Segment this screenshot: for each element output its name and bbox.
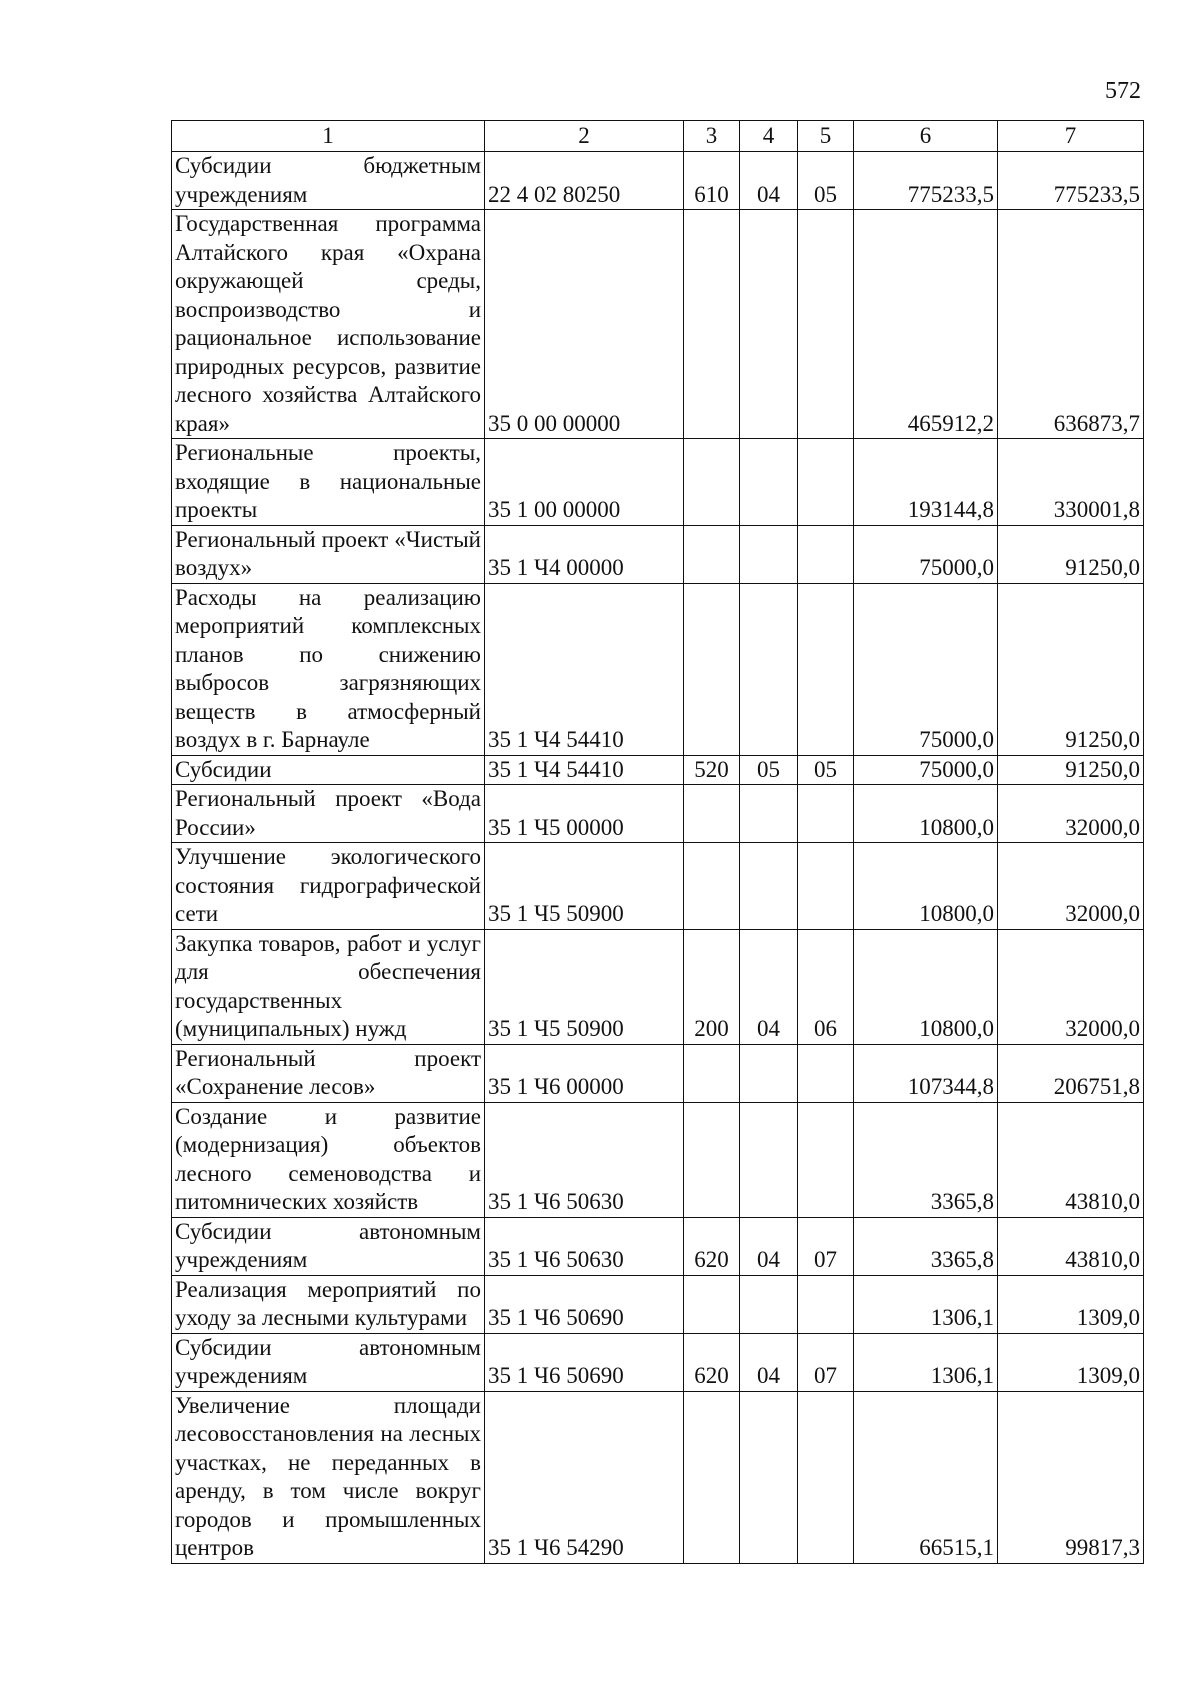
row-col4: 04 <box>740 1333 798 1391</box>
column-header-7: 7 <box>998 121 1144 152</box>
row-col3 <box>684 1391 740 1563</box>
table-row <box>172 843 1144 930</box>
column-header-4: 4 <box>740 121 798 152</box>
row-value-7: 32000,0 <box>998 785 1144 843</box>
row-value-6: 3365,8 <box>854 1102 998 1217</box>
row-col4: 04 <box>740 1217 798 1275</box>
row-code: 35 1 Ч5 50900 <box>485 843 684 930</box>
table-row <box>172 1102 1144 1217</box>
row-value-7: 1309,0 <box>998 1275 1144 1333</box>
table-row <box>172 1044 1144 1102</box>
row-code: 35 1 Ч6 50690 <box>485 1275 684 1333</box>
row-code: 35 0 00 00000 <box>485 210 684 439</box>
table-row <box>172 755 1144 785</box>
row-value-6: 75000,0 <box>854 525 998 583</box>
row-name: Региональный проект «Вода России» <box>172 785 485 843</box>
column-header-2: 2 <box>485 121 684 152</box>
row-value-6: 66515,1 <box>854 1391 998 1563</box>
row-col4 <box>740 1102 798 1217</box>
row-name: Государственная программа Алтайского края «Охрана окружающей среды, воспроизводство и рациональное использование природных ресурсов, развитие лесного хозяйства Алтайского края» <box>172 210 485 439</box>
row-col3 <box>684 525 740 583</box>
row-code: 35 1 Ч6 50690 <box>485 1333 684 1391</box>
row-code: 35 1 Ч6 50630 <box>485 1102 684 1217</box>
row-name: Субсидии автономным учреждениям <box>172 1333 485 1391</box>
row-value-6: 465912,2 <box>854 210 998 439</box>
row-col3 <box>684 210 740 439</box>
row-code: 35 1 Ч6 54290 <box>485 1391 684 1563</box>
row-value-7: 330001,8 <box>998 439 1144 526</box>
row-col3 <box>684 1044 740 1102</box>
row-col3: 610 <box>684 152 740 210</box>
table-row <box>172 525 1144 583</box>
row-code: 22 4 02 80250 <box>485 152 684 210</box>
row-value-6: 1306,1 <box>854 1275 998 1333</box>
column-header-6: 6 <box>854 121 998 152</box>
column-header-3: 3 <box>684 121 740 152</box>
row-name: Региональный проект «Сохранение лесов» <box>172 1044 485 1102</box>
row-value-6: 10800,0 <box>854 785 998 843</box>
row-col4 <box>740 1044 798 1102</box>
row-col5: 05 <box>798 152 854 210</box>
row-name: Закупка товаров, работ и услуг для обеспечения государственных (муниципальных) нужд <box>172 929 485 1044</box>
table-row <box>172 1217 1144 1275</box>
table-row <box>172 929 1144 1044</box>
row-col3: 200 <box>684 929 740 1044</box>
row-col3: 620 <box>684 1217 740 1275</box>
row-col3: 520 <box>684 755 740 785</box>
row-value-6: 10800,0 <box>854 929 998 1044</box>
row-name: Субсидии автономным учреждениям <box>172 1217 485 1275</box>
row-value-6: 75000,0 <box>854 755 998 785</box>
row-col5: 07 <box>798 1333 854 1391</box>
row-col4 <box>740 525 798 583</box>
column-header-5: 5 <box>798 121 854 152</box>
row-col5 <box>798 785 854 843</box>
row-col3 <box>684 843 740 930</box>
row-col4 <box>740 1391 798 1563</box>
row-value-7: 99817,3 <box>998 1391 1144 1563</box>
row-col3 <box>684 1275 740 1333</box>
row-name: Увеличение площади лесовосстановления на лесных участках, не переданных в аренду, в том числе вокруг городов и промышленных центров <box>172 1391 485 1563</box>
page-number: 572 <box>1105 78 1141 104</box>
row-value-6: 107344,8 <box>854 1044 998 1102</box>
table-row <box>172 1333 1144 1391</box>
table-row <box>172 210 1144 439</box>
row-col5 <box>798 525 854 583</box>
row-name: Улучшение экологического состояния гидрографической сети <box>172 843 485 930</box>
row-value-7: 1309,0 <box>998 1333 1144 1391</box>
row-name: Расходы на реализацию мероприятий комплексных планов по снижению выбросов загрязняющих веществ в атмосферный воздух в г. Барнауле <box>172 583 485 755</box>
row-col3 <box>684 583 740 755</box>
row-name: Субсидии бюджетным учреждениям <box>172 152 485 210</box>
row-value-7: 206751,8 <box>998 1044 1144 1102</box>
header-row <box>172 121 1144 152</box>
row-value-6: 1306,1 <box>854 1333 998 1391</box>
row-col5 <box>798 843 854 930</box>
row-col4: 05 <box>740 755 798 785</box>
row-col3: 620 <box>684 1333 740 1391</box>
row-value-6: 75000,0 <box>854 583 998 755</box>
row-value-7: 43810,0 <box>998 1102 1144 1217</box>
row-code: 35 1 Ч5 50900 <box>485 929 684 1044</box>
row-col5 <box>798 1391 854 1563</box>
row-col4: 04 <box>740 929 798 1044</box>
table-row <box>172 785 1144 843</box>
row-name: Региональный проект «Чистый воздух» <box>172 525 485 583</box>
row-value-7: 43810,0 <box>998 1217 1144 1275</box>
row-code: 35 1 00 00000 <box>485 439 684 526</box>
row-code: 35 1 Ч4 54410 <box>485 583 684 755</box>
row-value-6: 775233,5 <box>854 152 998 210</box>
budget-table <box>171 120 1144 1564</box>
row-col5 <box>798 583 854 755</box>
table-row <box>172 1275 1144 1333</box>
row-name: Реализация мероприятий по уходу за лесными культурами <box>172 1275 485 1333</box>
row-name: Создание и развитие (модернизация) объектов лесного семеноводства и питомнических хозяйств <box>172 1102 485 1217</box>
row-col5: 05 <box>798 755 854 785</box>
row-code: 35 1 Ч4 00000 <box>485 525 684 583</box>
row-col5: 07 <box>798 1217 854 1275</box>
row-col3 <box>684 785 740 843</box>
row-col4 <box>740 1275 798 1333</box>
row-col3 <box>684 439 740 526</box>
row-col4 <box>740 583 798 755</box>
row-col4 <box>740 439 798 526</box>
row-value-6: 3365,8 <box>854 1217 998 1275</box>
row-value-6: 10800,0 <box>854 843 998 930</box>
table-row <box>172 583 1144 755</box>
row-code: 35 1 Ч4 54410 <box>485 755 684 785</box>
row-value-7: 636873,7 <box>998 210 1144 439</box>
table-row <box>172 1391 1144 1563</box>
row-col5 <box>798 1102 854 1217</box>
row-value-7: 32000,0 <box>998 929 1144 1044</box>
row-value-7: 775233,5 <box>998 152 1144 210</box>
row-value-7: 91250,0 <box>998 525 1144 583</box>
row-col4 <box>740 843 798 930</box>
row-code: 35 1 Ч6 50630 <box>485 1217 684 1275</box>
row-col4: 04 <box>740 152 798 210</box>
row-col4 <box>740 210 798 439</box>
row-code: 35 1 Ч6 00000 <box>485 1044 684 1102</box>
row-col4 <box>740 785 798 843</box>
row-value-7: 32000,0 <box>998 843 1144 930</box>
row-value-7: 91250,0 <box>998 755 1144 785</box>
row-col5 <box>798 210 854 439</box>
row-name: Субсидии <box>172 755 485 785</box>
table-row <box>172 152 1144 210</box>
row-col5 <box>798 439 854 526</box>
column-header-1: 1 <box>172 121 485 152</box>
row-code: 35 1 Ч5 00000 <box>485 785 684 843</box>
row-name: Региональные проекты, входящие в национальные проекты <box>172 439 485 526</box>
row-value-6: 193144,8 <box>854 439 998 526</box>
row-col5: 06 <box>798 929 854 1044</box>
row-col3 <box>684 1102 740 1217</box>
row-col5 <box>798 1275 854 1333</box>
table-row <box>172 439 1144 526</box>
row-value-7: 91250,0 <box>998 583 1144 755</box>
row-col5 <box>798 1044 854 1102</box>
